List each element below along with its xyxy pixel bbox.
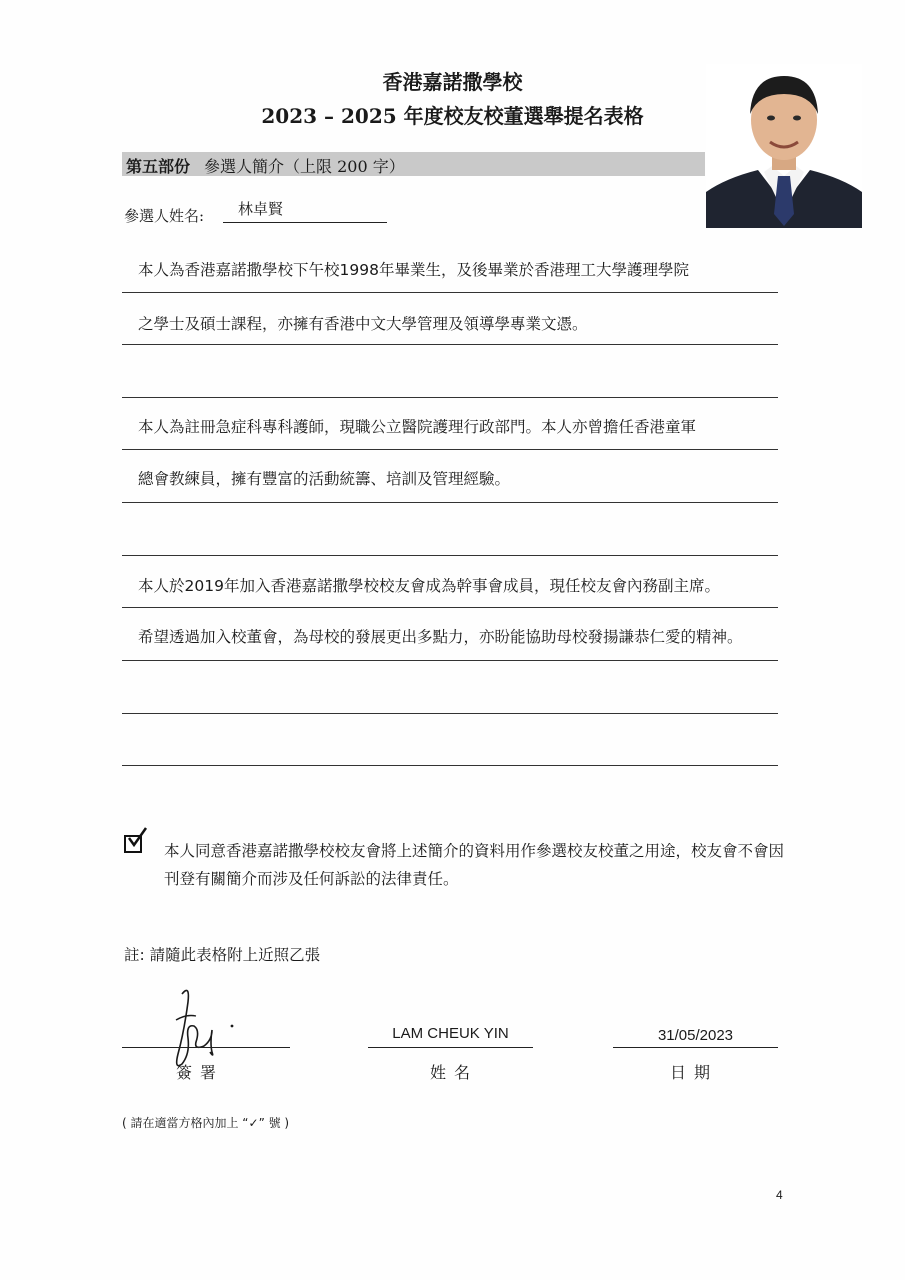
candidate-portrait-image — [706, 64, 862, 228]
section-heading — [126, 154, 405, 177]
profile-rule-1 — [122, 292, 778, 293]
profile-rule-8 — [122, 660, 778, 661]
profile-line-5: 總會教練員，擁有豐富的活動統籌、培訓及管理經驗。 — [138, 470, 511, 488]
candidate-photo — [706, 64, 862, 228]
profile-rule-7 — [122, 607, 778, 608]
name-caption: 姓名 — [430, 1063, 479, 1082]
name-line — [368, 1047, 533, 1048]
profile-line-2: 之學士及碩士課程，亦擁有香港中文大學管理及領導學專業文憑。 — [138, 315, 588, 333]
section-label: 第五部份 — [126, 157, 191, 176]
signature-line — [122, 1047, 290, 1048]
profile-line-1: 本人為香港嘉諾撒學校下午校1998年畢業生，及後畢業於香港理工大學護理學院 — [138, 261, 689, 279]
candidate-name-underline — [223, 222, 387, 223]
profile-rule-3 — [122, 397, 778, 398]
photo-note: 註: 請隨此表格附上近照乙張 — [124, 946, 321, 964]
profile-rule-10 — [122, 765, 778, 766]
footnote: ( 請在適當方格內加上 “✓” 號 ) — [122, 1116, 290, 1130]
section-subtitle: 參選人簡介（上限 200 字） — [204, 157, 405, 176]
school-name: 香港嘉諾撒學校 — [382, 70, 523, 94]
profile-rule-4 — [122, 449, 778, 450]
form-title: 2023 – 2025 年度校友校董選舉提名表格 — [261, 104, 644, 128]
candidate-name-value: 林卓賢 — [238, 200, 284, 218]
profile-rule-6 — [122, 555, 778, 556]
candidate-name-label: 參選人姓名: — [124, 207, 205, 225]
signature-caption: 簽署 — [176, 1063, 225, 1082]
date-line — [613, 1047, 778, 1048]
signer-name-value: LAM CHEUK YIN — [392, 1025, 509, 1042]
profile-line-4: 本人為註冊急症科專科護師，現職公立醫院護理行政部門。本人亦曾擔任香港童軍 — [138, 418, 697, 436]
checkmark-icon — [124, 826, 150, 852]
profile-rule-9 — [122, 713, 778, 714]
profile-rule-5 — [122, 502, 778, 503]
consent-text: 本人同意香港嘉諾撒學校校友會將上述簡介的資料用作參選校友校董之用途，校友會不會因刊登有關簡介而涉及任何訴訟的法律責任。 — [164, 842, 785, 888]
profile-line-7: 本人於2019年加入香港嘉諾撒學校校友會成為幹事會成員，現任校友會內務副主席。 — [138, 577, 720, 595]
date-caption: 日期 — [670, 1063, 719, 1082]
profile-line-8: 希望透過加入校董會，為母校的發展更出多點力，亦盼能協助母校發揚謙恭仁愛的精神。 — [138, 628, 743, 646]
profile-rule-2 — [122, 344, 778, 345]
page-number: 4 — [776, 1188, 783, 1202]
date-value: 31/05/2023 — [657, 1027, 734, 1044]
